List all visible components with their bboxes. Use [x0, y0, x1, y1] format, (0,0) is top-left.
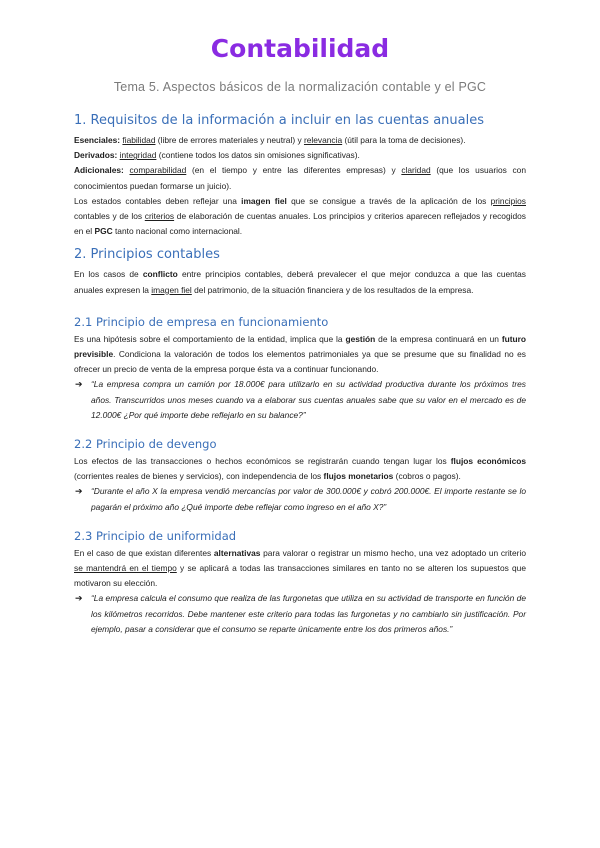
section-2-3-heading: 2.3 Principio de uniformidad	[74, 528, 237, 543]
section-2-1-heading: 2.1 Principio de empresa en funcionamiento	[74, 314, 329, 329]
page-title: Contabilidad	[210, 34, 390, 63]
adicionales-paragraph: Adicionales: comparabilidad (en el tiempo y entre las diferentes empresas) y claridad (que los usuarios con conocimientos puedan formarse un juicio).	[74, 165, 527, 191]
section-1-heading: 1. Requisitos de la información a incluir en las cuentas anuales	[74, 113, 485, 128]
derivados-paragraph: Derivados: integridad (contiene todos los datos sin omisiones significativas).	[74, 150, 360, 161]
section-2-2-heading: 2.2 Principio de devengo	[74, 437, 217, 452]
example-camion: ➔ “La empresa compra un camión por 18.000€ para utilizarlo en su actividad productiva durante los próximos tres años. Transcurridos unos meses cuando va a elaborar sus cuentas anuales sabe que su valor en el mercado es de 12.000€ ¿Por qué importe debe reflejarlo en su balance?”	[75, 379, 526, 420]
devengo-paragraph: Los efectos de las transacciones o hechos económicos se registrarán cuando tengan lugar los flujos económicos (corrientes reales de bienes y servicios), con independencia de los flujos monetarios (cobros o pagos).	[74, 456, 526, 482]
page-subtitle: Tema 5. Aspectos básicos de la normalización contable y el PGC	[113, 80, 487, 94]
example-furgonetas: ➔ “La empresa calcula el consumo que realiza de las furgonetas que utiliza en su actividad de transporte en función de los kilómetros recorridos. Debe mantener este criterio para todas las furgonetas y no cambiarlo sin justificación. Por ejemplo, pasar a considerar que el consumo se reparte únicamente entre los dos primeros años.”	[75, 593, 526, 634]
section-2-heading: 2. Principios contables	[74, 247, 220, 263]
uniformidad-paragraph: En el caso de que existan diferentes alternativas para valorar o registrar un mismo hecho, una vez adoptado un criterio se mantendrá en el tiempo y se aplicará a todas las transacciones similares en tanto no se alteren los supuestos que motivaron su elección.	[74, 547, 526, 589]
document-body	[74, 108, 526, 637]
estados-paragraph: Los estados contables deben reflejar una imagen fiel que se consigue a través de la aplicación de los principios contables y de los criterios de elaboración de cuentas anuales. Los principios y criterios aparecen reflejados y recogidos en el PGC tanto nacional como internacional.	[74, 195, 526, 237]
arrow-right-icon: ➔	[75, 486, 83, 497]
esenciales-paragraph: Esenciales: fiabilidad (libre de errores materiales y neutral) y relevancia (útil para la toma de decisiones).	[74, 135, 466, 145]
arrow-right-icon: ➔	[75, 593, 83, 604]
conflicto-paragraph: En los casos de conflicto entre principios contables, deberá prevalecer el que mejor conduzca a que las cuentas anuales expresen la imagen fiel del patrimonio, de la situación financiera y de los resultados de la empresa.	[74, 269, 526, 295]
empresa-funcionamiento-paragraph: Es una hipótesis sobre el comportamiento de la entidad, implica que la gestión de la empresa continuará en un futuro previsible. Condiciona la valoración de todos los elementos patrimoniales ya que se presume que su finalidad no es ofrecer un precio de venta de la empresa porque ésta va a continuar funcionando.	[74, 333, 526, 375]
example-mercancias: ➔ “Durante el año X la empresa vendió mercancías por valor de 300.000€ y cobró 200.000€. El importe restante se lo pagarán el próximo año ¿Qué importe debe reflejar como ingreso en el año X?”	[75, 486, 526, 512]
arrow-right-icon: ➔	[75, 379, 83, 390]
